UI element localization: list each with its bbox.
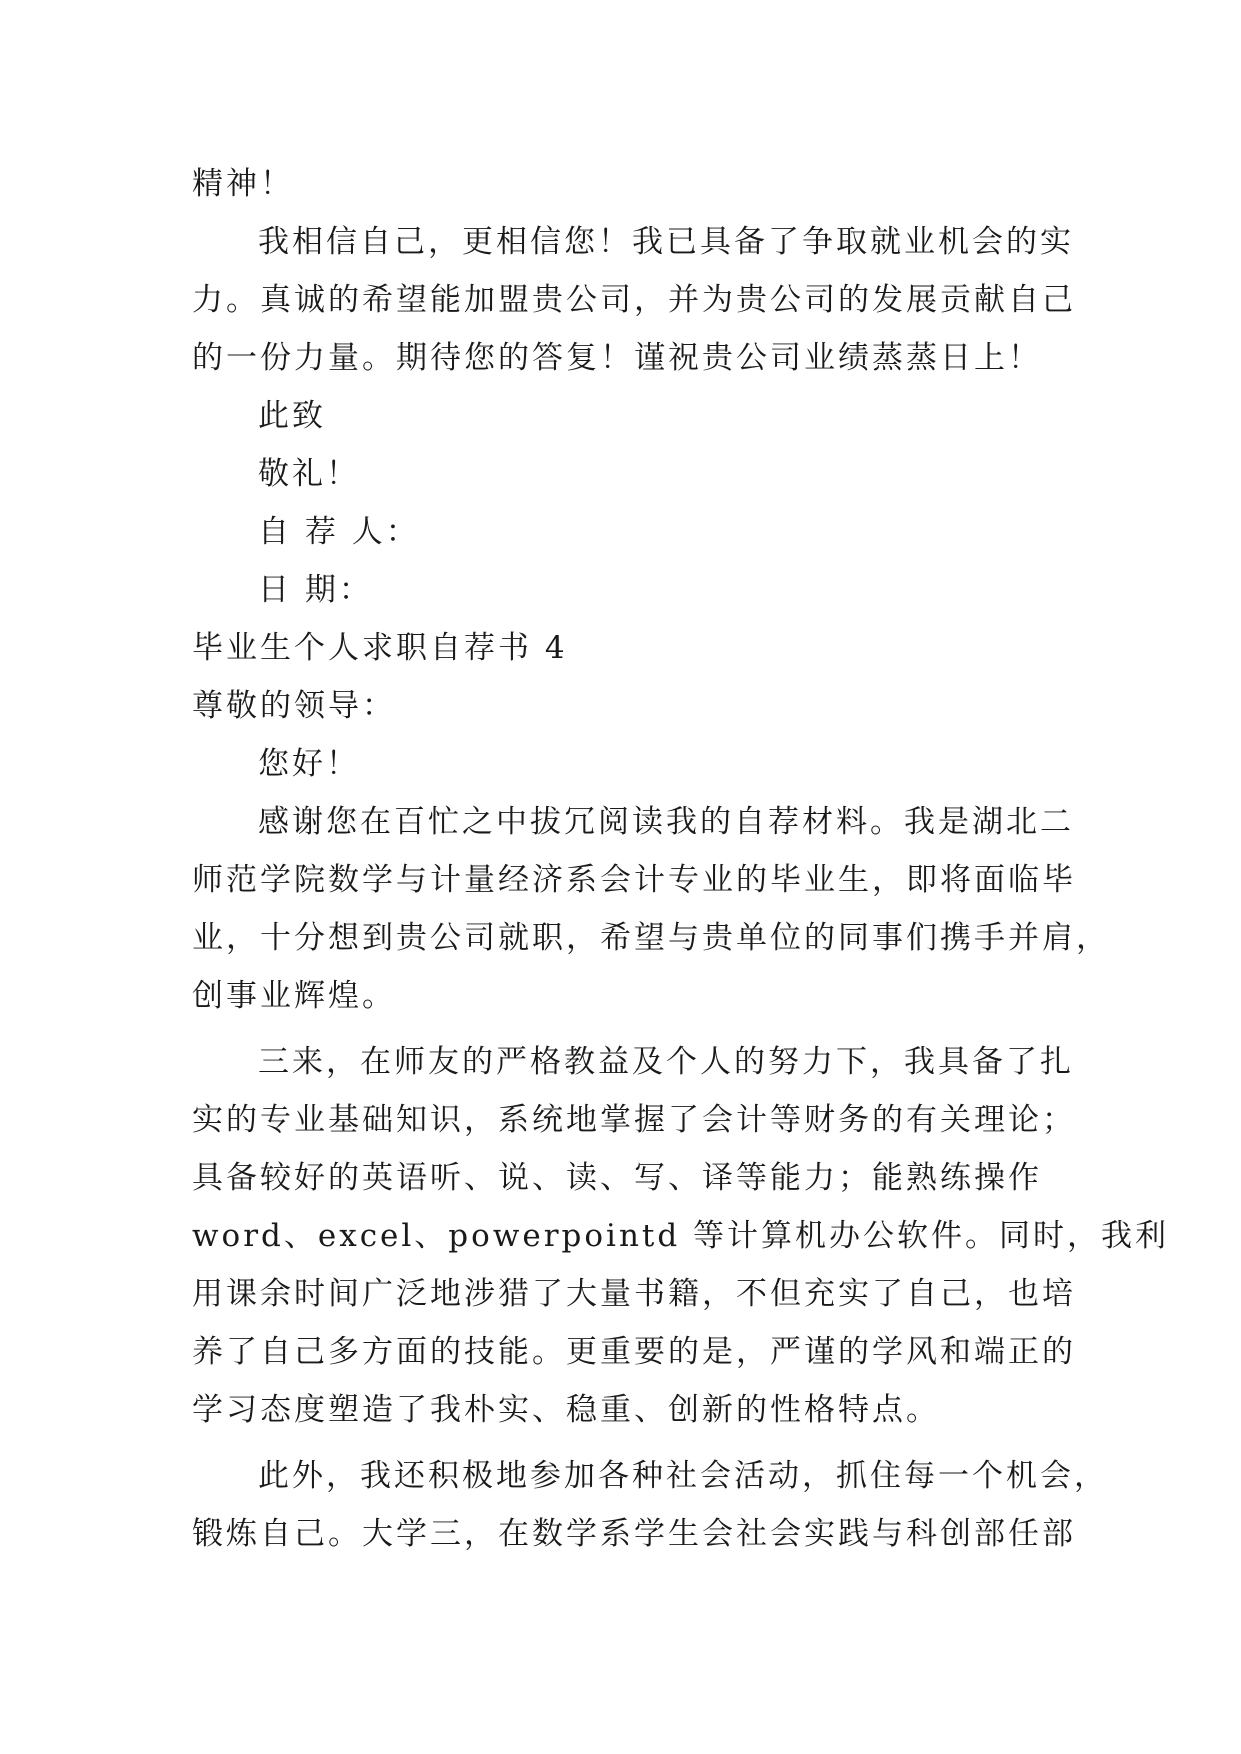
paragraph-line: 锻炼自己。大学三，在数学系学生会社会实践与科创部任部 bbox=[192, 1516, 1076, 1552]
paragraph-line: word、excel、powerpointd 等计算机办公软件。同时，我利 bbox=[192, 1218, 1170, 1254]
paragraph-line: 力。真诚的希望能加盟贵公司，并为贵公司的发展贡献自己 bbox=[192, 282, 1076, 318]
paragraph-line: 精神！ bbox=[192, 166, 294, 202]
paragraph-line: 此外，我还积极地参加各种社会活动，抓住每一个机会， bbox=[258, 1458, 1108, 1494]
greeting-addressee: 尊敬的领导： bbox=[192, 688, 396, 724]
date-label: 日 期： bbox=[258, 572, 373, 608]
closing-regards: 敬礼！ bbox=[258, 456, 360, 492]
paragraph-line: 养了自己多方面的技能。更重要的是，严谨的学风和端正的 bbox=[192, 1334, 1076, 1370]
paragraph-line: 具备较好的英语听、说、读、写、译等能力；能熟练操作 bbox=[192, 1160, 1042, 1196]
signature-label: 自 荐 人： bbox=[258, 514, 420, 550]
paragraph-line: 业，十分想到贵公司就职，希望与贵单位的同事们携手并肩， bbox=[192, 920, 1110, 956]
paragraph-line: 学习态度塑造了我朴实、稳重、创新的性格特点。 bbox=[192, 1392, 940, 1428]
greeting: 您好！ bbox=[258, 746, 360, 782]
closing-salutation: 此致 bbox=[258, 398, 326, 434]
paragraph-line: 用课余时间广泛地涉猎了大量书籍，不但充实了自己，也培 bbox=[192, 1276, 1076, 1312]
paragraph-line: 的一份力量。期待您的答复！谨祝贵公司业绩蒸蒸日上！ bbox=[192, 340, 1042, 376]
paragraph-line: 感谢您在百忙之中拔冗阅读我的自荐材料。我是湖北二 bbox=[258, 804, 1074, 840]
paragraph-line: 创事业辉煌。 bbox=[192, 978, 396, 1014]
paragraph-line: 师范学院数学与计量经济系会计专业的毕业生，即将面临毕 bbox=[192, 862, 1076, 898]
document-body bbox=[192, 155, 1170, 1563]
paragraph-line: 三来，在师友的严格教益及个人的努力下，我具备了扎 bbox=[258, 1044, 1074, 1080]
paragraph-line: 实的专业基础知识，系统地掌握了会计等财务的有关理论； bbox=[192, 1102, 1076, 1138]
paragraph-line: 我相信自己，更相信您！我已具备了争取就业机会的实 bbox=[258, 224, 1074, 260]
section-title: 毕业生个人求职自荐书 4 bbox=[192, 630, 568, 666]
